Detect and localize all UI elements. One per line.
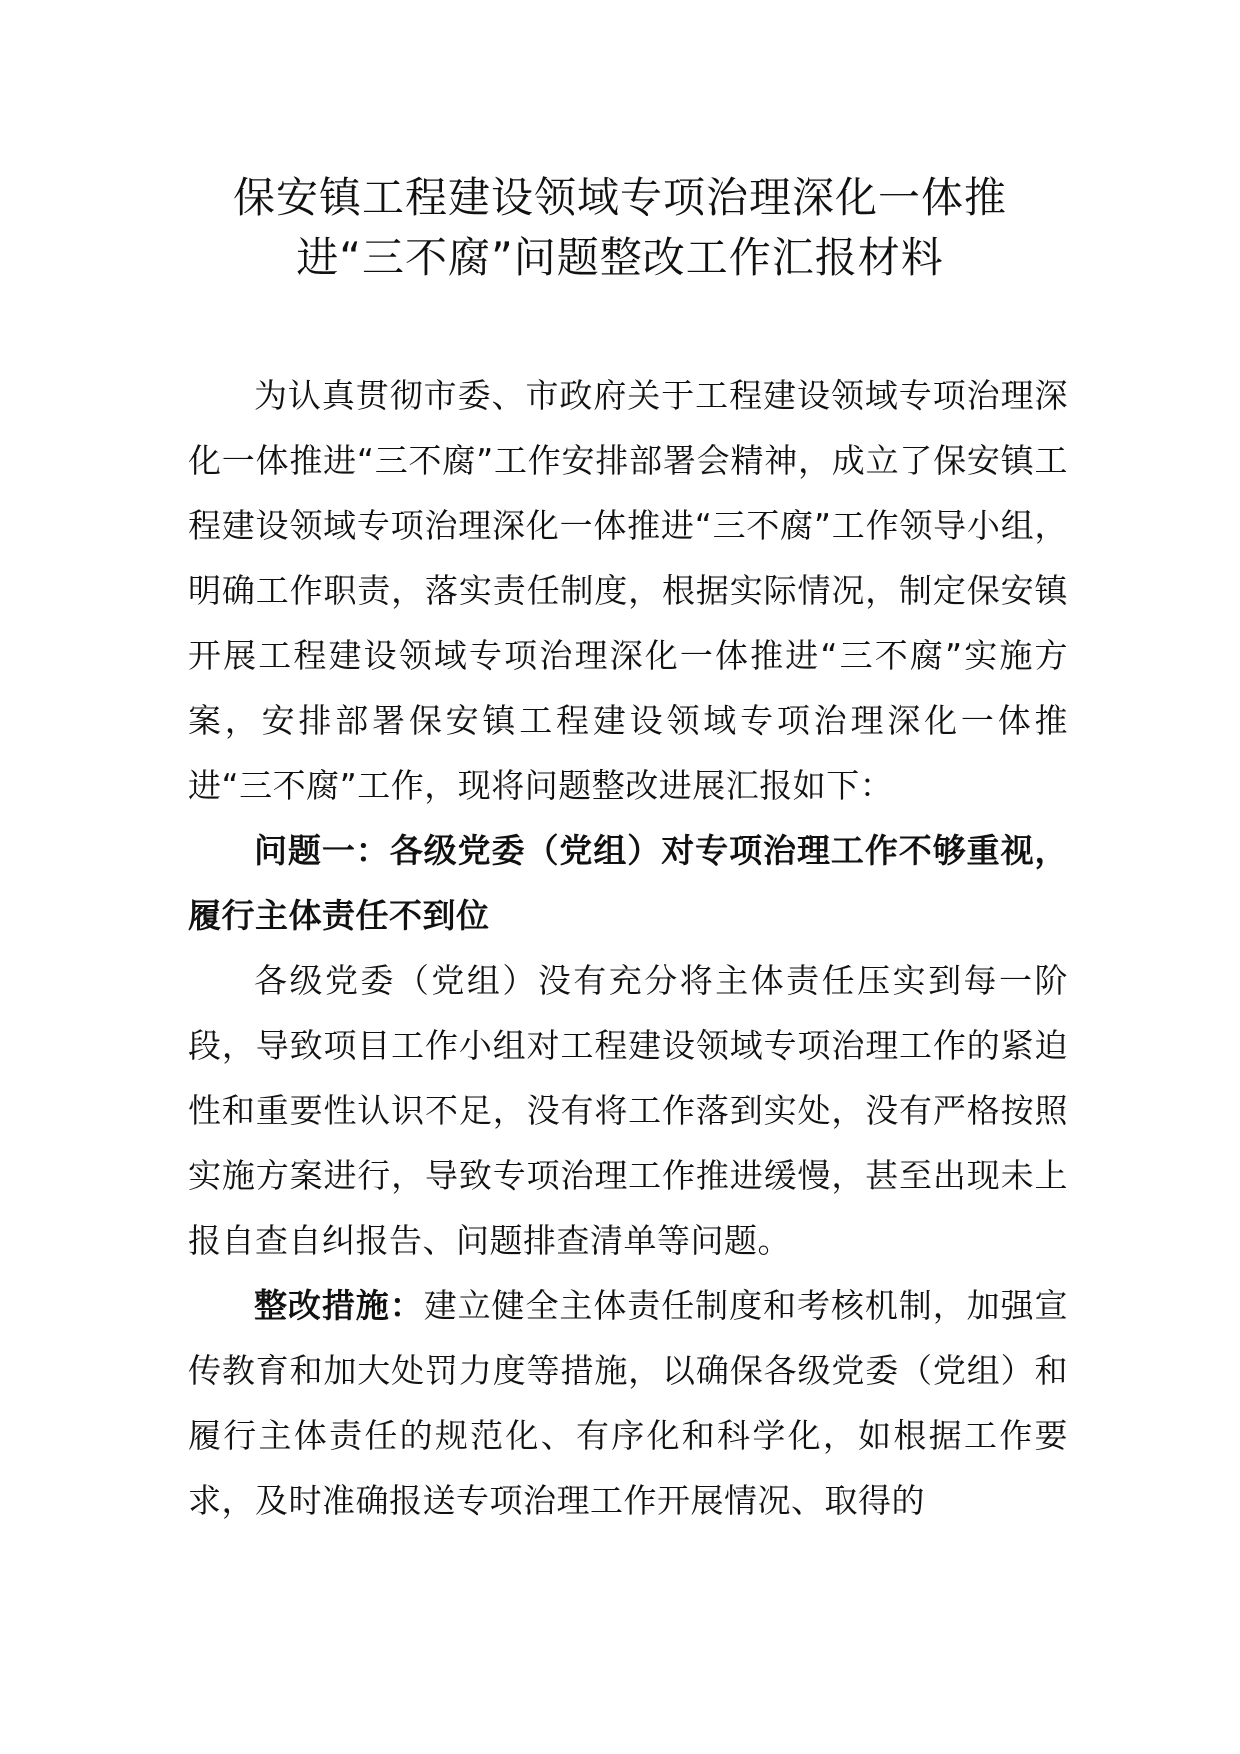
title-line-2: 进“三不腐”问题整改工作汇报材料 [296,233,944,282]
intro-paragraph: 为认真贯彻市委、市政府关于工程建设领域专项治理深化一体推进“三不腐”工作安排部署会精神，成立了保安镇工程建设领域专项治理深化一体推进“三不腐”工作领导小组，明确工作职责，落实责任制度，根据实际情况，制定保安镇开展工程建设领域专项治理深化一体推进“三不腐”实施方案，安排部署保安镇工程建设领域专项治理深化一体推进“三不腐”工作，现将问题整改进展汇报如下： [188,376,1068,805]
document-title [150,168,1090,288]
title-line-1: 保安镇工程建设领域专项治理深化一体推 [232,173,1007,222]
measures-paragraph [188,1273,1068,1533]
document-body [188,363,1068,1533]
issue-1-paragraph: 各级党委（党组）没有充分将主体责任压实到每一阶段，导致项目工作小组对工程建设领域专项治理工作的紧迫性和重要性认识不足，没有将工作落到实处，没有严格按照实施方案进行，导致专项治理工作推进缓慢，甚至出现未上报自查自纠报告、问题排查清单等问题。 [188,961,1068,1260]
measures-text: 建立健全主体责任制度和考核机制，加强宣传教育和加大处罚力度等措施，以确保各级党委（党组）和履行主体责任的规范化、有序化和科学化，如根据工作要求，及时准确报送专项治理工作开展情况、取得的 [188,1286,1069,1520]
issue-1-heading: 问题一：各级党委（党组）对专项治理工作不够重视，履行主体责任不到位 [188,831,1068,935]
measures-label: 整改措施： [254,1286,424,1325]
